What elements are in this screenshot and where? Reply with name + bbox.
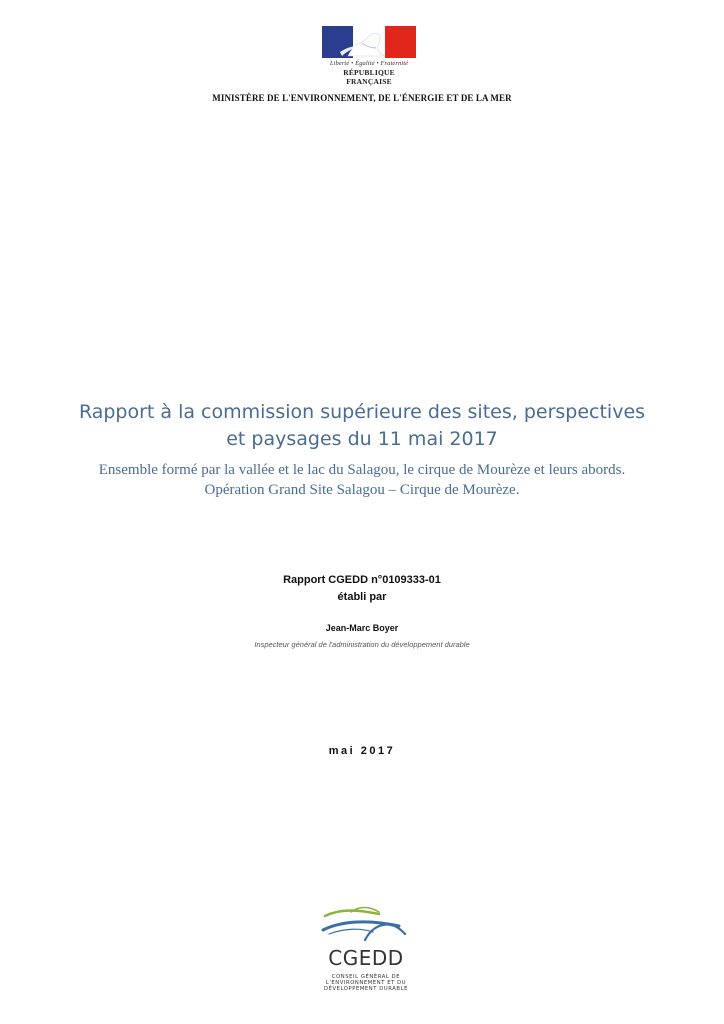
cgedd-logo — [318, 904, 414, 993]
report-date: mai 2017 — [328, 745, 396, 757]
republique-francaise-logo — [322, 26, 416, 86]
cgedd-acronym: CGEDD — [328, 946, 404, 970]
report-number: Rapport CGEDD n°0109333-01 — [283, 574, 441, 586]
report-title — [0, 399, 724, 453]
motto: Liberté • Égalité • Fraternité — [329, 60, 409, 67]
cgedd-full-name — [318, 974, 414, 993]
report-subtitle — [0, 460, 724, 500]
cgedd-arcs-icon — [321, 904, 411, 942]
report-title-line1: Rapport à la commission supérieure des sites, perspectives — [78, 401, 646, 423]
cgedd-line2: L'ENVIRONNEMENT ET DU — [325, 980, 407, 987]
report-subtitle-line1: Ensemble formé par la vallée et le lac du Salagou, le cirque de Mourèze et leurs abords. — [98, 462, 626, 478]
report-title-line2: et paysages du 11 mai 2017 — [226, 428, 498, 450]
republique-francaise-label: RÉPUBLIQUE FRANÇAISE — [343, 68, 395, 86]
report-reference — [0, 572, 724, 606]
cgedd-line1: CONSEIL GÉNÉRAL DE — [331, 974, 401, 980]
ministry-name: MINISTÈRE DE L'ENVIRONNEMENT, DE L'ÉNERGIE ET DE LA MER — [212, 93, 512, 103]
marianne-flag-icon — [322, 26, 416, 58]
author-name: Jean-Marc Boyer — [325, 623, 399, 633]
cgedd-line3: DÉVELOPPEMENT DURABLE — [324, 986, 408, 993]
author-role: Inspecteur général de l'administration du développement durable — [254, 640, 470, 649]
established-by-label: établi par — [337, 591, 387, 603]
report-subtitle-line2: Opération Grand Site Salagou – Cirque de Mourèze. — [204, 482, 520, 498]
